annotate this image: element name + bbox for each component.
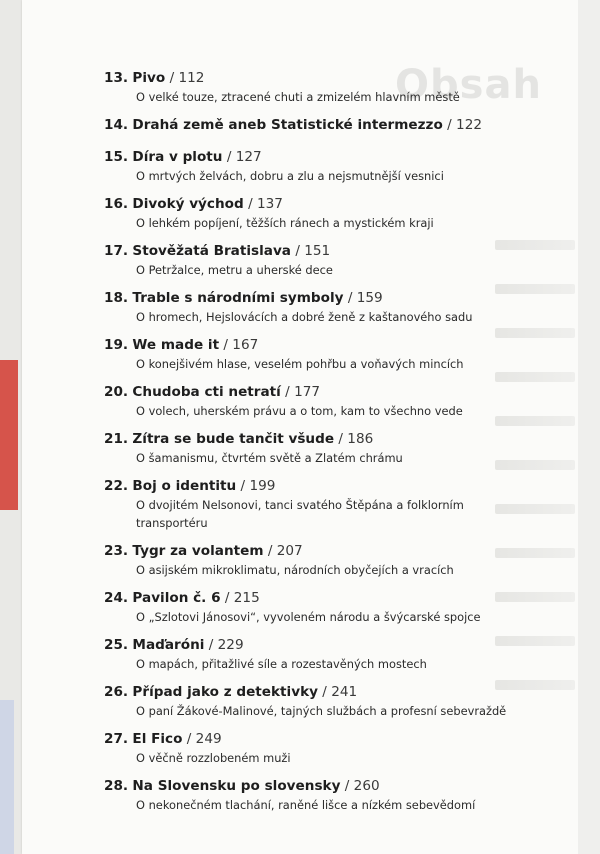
toc-entry[interactable] bbox=[104, 115, 574, 135]
chapter-number: 13. bbox=[104, 70, 129, 86]
toc-entry[interactable] bbox=[104, 68, 574, 106]
entry-heading bbox=[104, 194, 574, 214]
bleed-through-title: Obsah bbox=[395, 62, 542, 108]
right-edge-strip bbox=[578, 0, 600, 854]
entry-heading bbox=[104, 635, 574, 655]
chapter-number: 28. bbox=[104, 778, 129, 794]
chapter-number: 16. bbox=[104, 196, 129, 212]
chapter-title: Trable s národními symboly bbox=[132, 290, 344, 306]
chapter-title: Na Slovensku po slovensky bbox=[132, 778, 341, 794]
chapter-number: 21. bbox=[104, 431, 129, 447]
chapter-title: Chudoba cti netratí bbox=[132, 384, 281, 400]
chapter-number: 14. bbox=[104, 117, 129, 133]
entry-heading bbox=[104, 588, 574, 608]
chapter-title: Divoký východ bbox=[132, 196, 244, 212]
entry-heading bbox=[104, 729, 574, 749]
entry-heading bbox=[104, 335, 574, 355]
chapter-page: / 215 bbox=[224, 590, 260, 606]
chapter-number: 26. bbox=[104, 684, 129, 700]
entry-heading bbox=[104, 682, 574, 702]
chapter-subtitle: O Petržalce, metru a uherské dece bbox=[136, 263, 333, 277]
chapter-title: Drahá země aneb Statistické intermezzo bbox=[132, 117, 443, 133]
entry-heading bbox=[104, 68, 574, 88]
chapter-subtitle: O hromech, Hejslovácích a dobré ženě z kaštanového sadu bbox=[136, 310, 473, 324]
chapter-page: / 249 bbox=[186, 731, 222, 747]
chapter-title: Zítra se bude tančit všude bbox=[132, 431, 335, 447]
toc-entry[interactable] bbox=[104, 729, 574, 767]
chapter-subtitle: O paní Žákové-Malinové, tajných službách a profesní sebevraždě bbox=[136, 704, 507, 718]
chapter-number: 24. bbox=[104, 590, 129, 606]
toc-entry[interactable] bbox=[104, 588, 574, 626]
chapter-title: We made it bbox=[132, 337, 220, 353]
table-of-contents bbox=[104, 68, 574, 823]
toc-entry[interactable] bbox=[104, 288, 574, 326]
toc-entry[interactable] bbox=[104, 147, 574, 185]
entry-heading bbox=[104, 382, 574, 402]
chapter-number: 20. bbox=[104, 384, 129, 400]
toc-entry[interactable] bbox=[104, 335, 574, 373]
chapter-subtitle: O asijském mikroklimatu, národních obyčejích a vracích bbox=[136, 563, 454, 577]
chapter-page: / 137 bbox=[248, 196, 283, 212]
chapter-title: Boj o identitu bbox=[132, 478, 237, 494]
chapter-subtitle: O šamanismu, čtvrtém světě a Zlatém chrámu bbox=[136, 451, 403, 465]
chapter-page: / 167 bbox=[223, 337, 259, 353]
chapter-number: 19. bbox=[104, 337, 129, 353]
chapter-title: Případ jako z detektivky bbox=[132, 684, 318, 700]
chapter-page: / 260 bbox=[344, 778, 380, 794]
chapter-page: / 177 bbox=[285, 384, 321, 400]
chapter-subtitle: O mapách, přitažlivé síle a rozestavěných mostech bbox=[136, 657, 427, 671]
chapter-page: / 186 bbox=[338, 431, 374, 447]
toc-entry[interactable] bbox=[104, 241, 574, 279]
chapter-page: / 199 bbox=[240, 478, 276, 494]
chapter-subtitle: O volech, uherském právu a o tom, kam to všechno vede bbox=[136, 404, 463, 418]
toc-entry[interactable] bbox=[104, 635, 574, 673]
chapter-number: 23. bbox=[104, 543, 129, 559]
chapter-number: 15. bbox=[104, 149, 129, 165]
entry-heading bbox=[104, 541, 574, 561]
entry-heading bbox=[104, 429, 574, 449]
toc-entry[interactable] bbox=[104, 682, 574, 720]
chapter-page: / 229 bbox=[208, 637, 244, 653]
entry-heading bbox=[104, 115, 574, 135]
entry-heading bbox=[104, 776, 574, 796]
chapter-number: 25. bbox=[104, 637, 129, 653]
chapter-subtitle: O „Szlotovi Jánosovi“, vyvoleném národu a švýcarské spojce bbox=[136, 610, 481, 624]
toc-entry[interactable] bbox=[104, 429, 574, 467]
toc-entry[interactable] bbox=[104, 776, 574, 814]
chapter-number: 17. bbox=[104, 243, 129, 259]
entry-heading bbox=[104, 147, 574, 167]
red-cover-edge bbox=[0, 360, 18, 510]
chapter-subtitle: O nekonečném tlachání, raněné lišce a nízkém sebevědomí bbox=[136, 798, 476, 812]
chapter-subtitle: O lehkém popíjení, těžších ránech a mystickém kraji bbox=[136, 216, 434, 230]
toc-entry[interactable] bbox=[104, 476, 574, 532]
chapter-subtitle: O konejšivém hlase, veselém pohřbu a voňavých mincích bbox=[136, 357, 464, 371]
chapter-subtitle: O dvojitém Nelsonovi, tanci svatého Štěpána a folklorním transportéru bbox=[136, 498, 464, 530]
blue-cover-edge bbox=[0, 700, 14, 854]
chapter-page: / 151 bbox=[295, 243, 331, 259]
chapter-number: 27. bbox=[104, 731, 129, 747]
chapter-title: Díra v plotu bbox=[132, 149, 223, 165]
toc-entry[interactable] bbox=[104, 382, 574, 420]
chapter-page: / 241 bbox=[322, 684, 358, 700]
entry-heading bbox=[104, 241, 574, 261]
chapter-title: Pivo bbox=[132, 70, 166, 86]
chapter-subtitle: O mrtvých želvách, dobru a zlu a nejsmutnější vesnici bbox=[136, 169, 444, 183]
chapter-title: Pavilon č. 6 bbox=[132, 590, 221, 606]
chapter-page: / 112 bbox=[169, 70, 205, 86]
chapter-page: / 122 bbox=[447, 117, 482, 133]
chapter-page: / 127 bbox=[226, 149, 262, 165]
chapter-number: 18. bbox=[104, 290, 129, 306]
toc-entry[interactable] bbox=[104, 541, 574, 579]
chapter-subtitle: O věčně rozzlobeném muži bbox=[136, 751, 291, 765]
chapter-subtitle: O velké touze, ztracené chuti a zmizelém hlavním městě bbox=[136, 90, 460, 104]
chapter-page: / 159 bbox=[347, 290, 383, 306]
entry-heading bbox=[104, 288, 574, 308]
toc-entry[interactable] bbox=[104, 194, 574, 232]
chapter-title: Tygr za volantem bbox=[132, 543, 264, 559]
chapter-number: 22. bbox=[104, 478, 129, 494]
chapter-title: El Fico bbox=[132, 731, 183, 747]
chapter-title: Stověžatá Bratislava bbox=[132, 243, 291, 259]
chapter-page: / 207 bbox=[267, 543, 303, 559]
chapter-title: Maďaróni bbox=[132, 637, 205, 653]
entry-heading bbox=[104, 476, 574, 496]
